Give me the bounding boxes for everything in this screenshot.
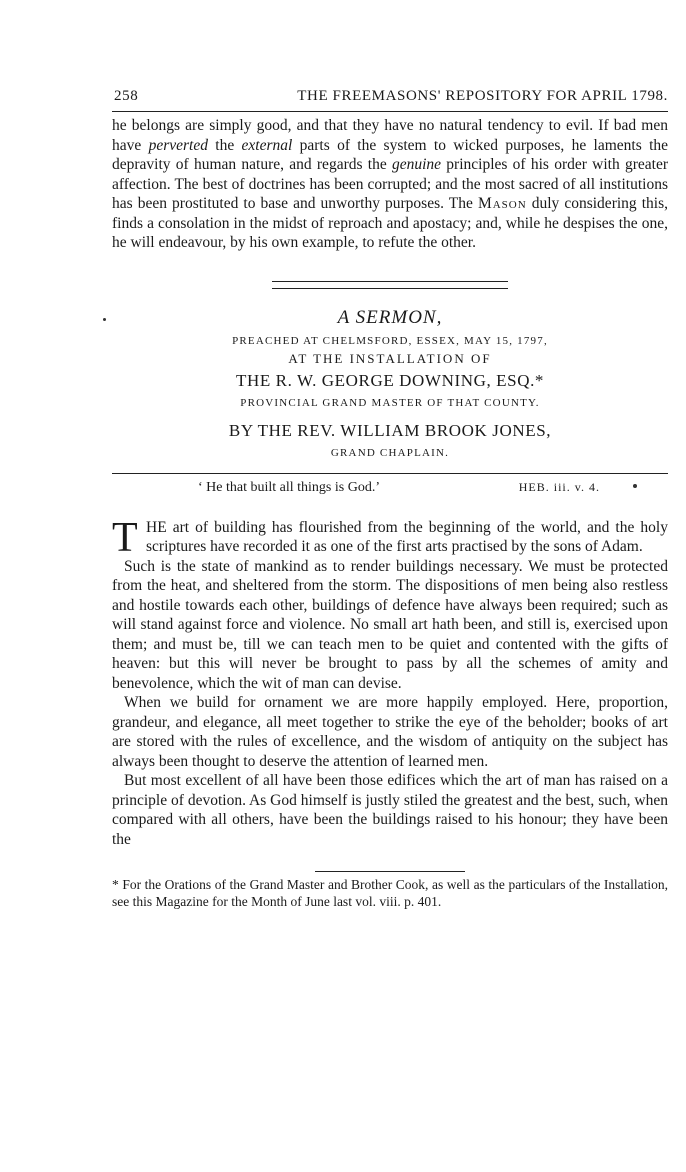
first-paragraph-block (112, 514, 668, 561)
page (112, 88, 668, 924)
running-title: THE FREEMASONS' REPOSITORY FOR APRIL 1798. (297, 88, 668, 104)
paragraph-3: When we build for ornament we are more happily employed. Here, proportion, grandeur, and elegance, all meet together to strike the eye of the beholder; books of art are stored with the rules of excellence, and the wisdom of antiquity on the subject has always been thought to deserve the attention of learned men. (112, 694, 668, 770)
opening-text-5: duly considering this, finds a consolation in the midst of reproach and apostacy; and, while he despises the one, he will endeavour, by his own example, to refute the other. (112, 195, 668, 251)
sermon-title: A SERMON, (337, 306, 443, 328)
office-line: PROVINCIAL GRAND MASTER OF THAT COUNTY. (240, 396, 540, 409)
epigraph-reference: HEB. iii. v. 4. (518, 479, 600, 494)
author-title-line: GRAND CHAPLAIN. (330, 446, 450, 459)
footnote: * For the Orations of the Grand Master and Brother Cook, as well as the particulars of the Installation, see this Magazine for the Month of June last vol. viii. p. 401. (112, 877, 668, 909)
emphasis-genuine: genuine (391, 156, 442, 173)
drop-cap: T (112, 514, 138, 561)
opening-text-3: parts of the system to wicked purposes, he laments the depravity of human nature, and regards the (112, 136, 669, 173)
sermon-body (112, 514, 668, 850)
footnote-rule (315, 871, 465, 872)
author-line: BY THE REV. WILLIAM BROOK JONES, (228, 420, 552, 440)
opening-text-1: he belongs are simply good, and that they have no natural tendency to evil. If bad men have (112, 117, 668, 154)
installation-line: AT THE INSTALLATION OF (288, 350, 492, 366)
paragraph-1: HE art of building has flourished from the beginning of the world, and the holy scriptures have recorded it as one of the first arts practised by the sons of Adam. (146, 518, 668, 555)
opening-text-4: principles of his order with greater affection. The best of doctrines has been corrupted; and the most sacred of all institutions has been prostituted to base and unworthy purposes. The (112, 156, 668, 212)
running-head (112, 88, 668, 105)
emphasis-external: external (241, 136, 293, 154)
header-rule (112, 111, 668, 112)
epigraph-rule (112, 473, 668, 474)
print-speck (103, 318, 106, 321)
paragraph-4: But most excellent of all have been those edifices which the art of man has raised on a principle of devotion. As God himself is justly stiled the greatest and the best, such, when compared with all others, have been the buildings raised to his honour; they have been the (112, 772, 668, 848)
section-divider (272, 281, 508, 289)
page-number: 258 (114, 88, 139, 104)
opening-text-2: the (207, 136, 242, 154)
smallcaps-mason: Mason (477, 195, 527, 212)
emphasis-perverted: perverted (148, 136, 208, 154)
honoree-line: THE R. W. GEORGE DOWNING, ESQ.* (235, 370, 545, 390)
print-speck (633, 484, 637, 488)
epigraph-quote: ‘ He that built all things is God.’ (198, 479, 380, 495)
opening-paragraph (112, 116, 668, 253)
preached-line: PREACHED AT CHELMSFORD, ESSEX, MAY 15, 1797, (232, 334, 548, 347)
epigraph (112, 480, 668, 496)
paragraph-2: Such is the state of mankind as to render buildings necessary. We must be protected from the heat, and sheltered from the storm. The dispositions of men being also restless and hostile towards each other, buildings of defence have always been required; such as will stand against force and violence. No small art hath been, and still is, exercised upon them; and must be, till we can teach men to be quiet and contented with the gifts of heaven: but this will never be brought to pass by all the schemes of amity and benevolence, which the wit of man can devise. (112, 557, 668, 692)
